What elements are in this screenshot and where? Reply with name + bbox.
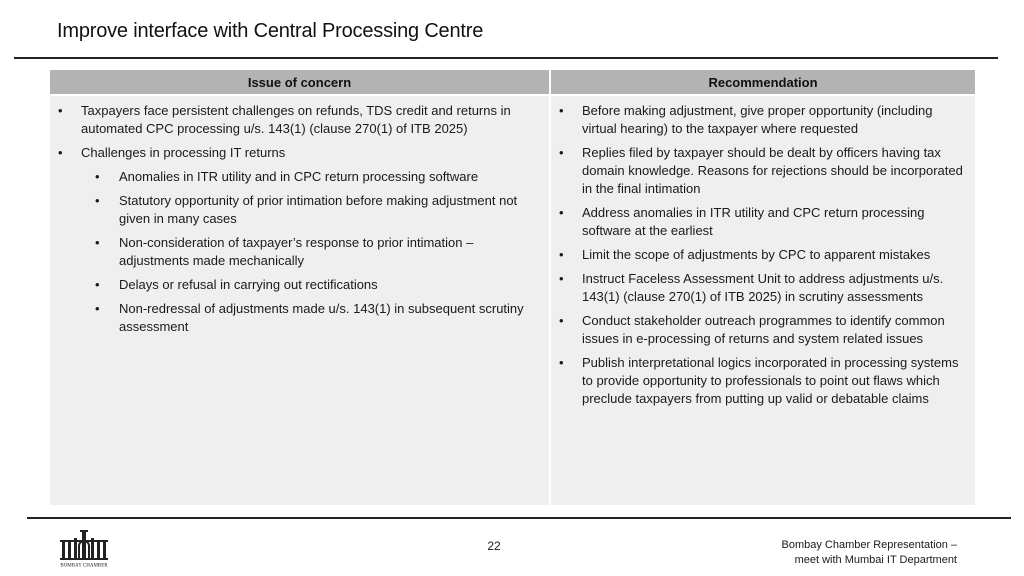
footer-note-line2: meet with Mumbai IT Department [794, 554, 957, 566]
issue-item-text: Challenges in processing IT returns [81, 145, 286, 160]
issue-column-body [50, 96, 549, 505]
recommendation-column [551, 70, 975, 505]
concern-recommendation-table [50, 70, 975, 505]
sub-issue-item: • Delays or refusal in carrying out rectifications [81, 276, 541, 294]
issue-column-header: Issue of concern [50, 70, 549, 94]
page-title: Improve interface with Central Processing Centre [57, 20, 484, 42]
recommendation-item: • Replies filed by taxpayer should be dealt by officers having tax domain knowledge. Reasons for rejections should be incorporated in the final intimation [559, 144, 967, 198]
sub-issue-item: • Non-redressal of adjustments made u/s. 143(1) in subsequent scrutiny assessment [81, 300, 541, 336]
recommendation-item: • Publish interpretational logics incorporated in processing systems to provide opportunity to professionals to point out flaws which preclude taxpayers from putting up valid or debatable claims [559, 354, 967, 408]
sub-issue-list [58, 168, 541, 336]
issue-item: • Taxpayers face persistent challenges on refunds, TDS credit and returns in automated CPC processing u/s. 143(1) (clause 270(1) of ITB 2025) [58, 102, 541, 138]
recommendation-column-header: Recommendation [551, 70, 975, 94]
sub-issue-item: • Non-consideration of taxpayer’s response to prior intimation – adjustments made mechanically [81, 234, 541, 270]
recommendation-item: • Instruct Faceless Assessment Unit to address adjustments u/s. 143(1) (clause 270(1) of ITB 2025) in scrutiny assessments [559, 270, 967, 306]
recommendation-item: • Address anomalies in ITR utility and CPC return processing software at the earliest [559, 204, 967, 240]
footer-note [737, 538, 957, 568]
page-number: 22 [487, 539, 501, 553]
recommendation-item: • Conduct stakeholder outreach programmes to identify common issues in e-processing of returns and system related issues [559, 312, 967, 348]
logo-text: BOMBAY CHAMBER [60, 563, 108, 568]
recommendation-column-body [551, 96, 975, 505]
sub-issue-item: • Statutory opportunity of prior intimation before making adjustment not given in many cases [81, 192, 541, 228]
recommendation-item: • Limit the scope of adjustments by CPC to apparent mistakes [559, 246, 967, 264]
recommendation-item: • Before making adjustment, give proper opportunity (including virtual hearing) to the taxpayer where requested [559, 102, 967, 138]
title-divider [14, 57, 998, 59]
footer-divider [27, 517, 1011, 519]
issue-item [58, 144, 541, 336]
footer-note-line1: Bombay Chamber Representation – [781, 539, 957, 551]
sub-issue-item: • Anomalies in ITR utility and in CPC return processing software [81, 168, 541, 186]
issue-column [50, 70, 549, 505]
